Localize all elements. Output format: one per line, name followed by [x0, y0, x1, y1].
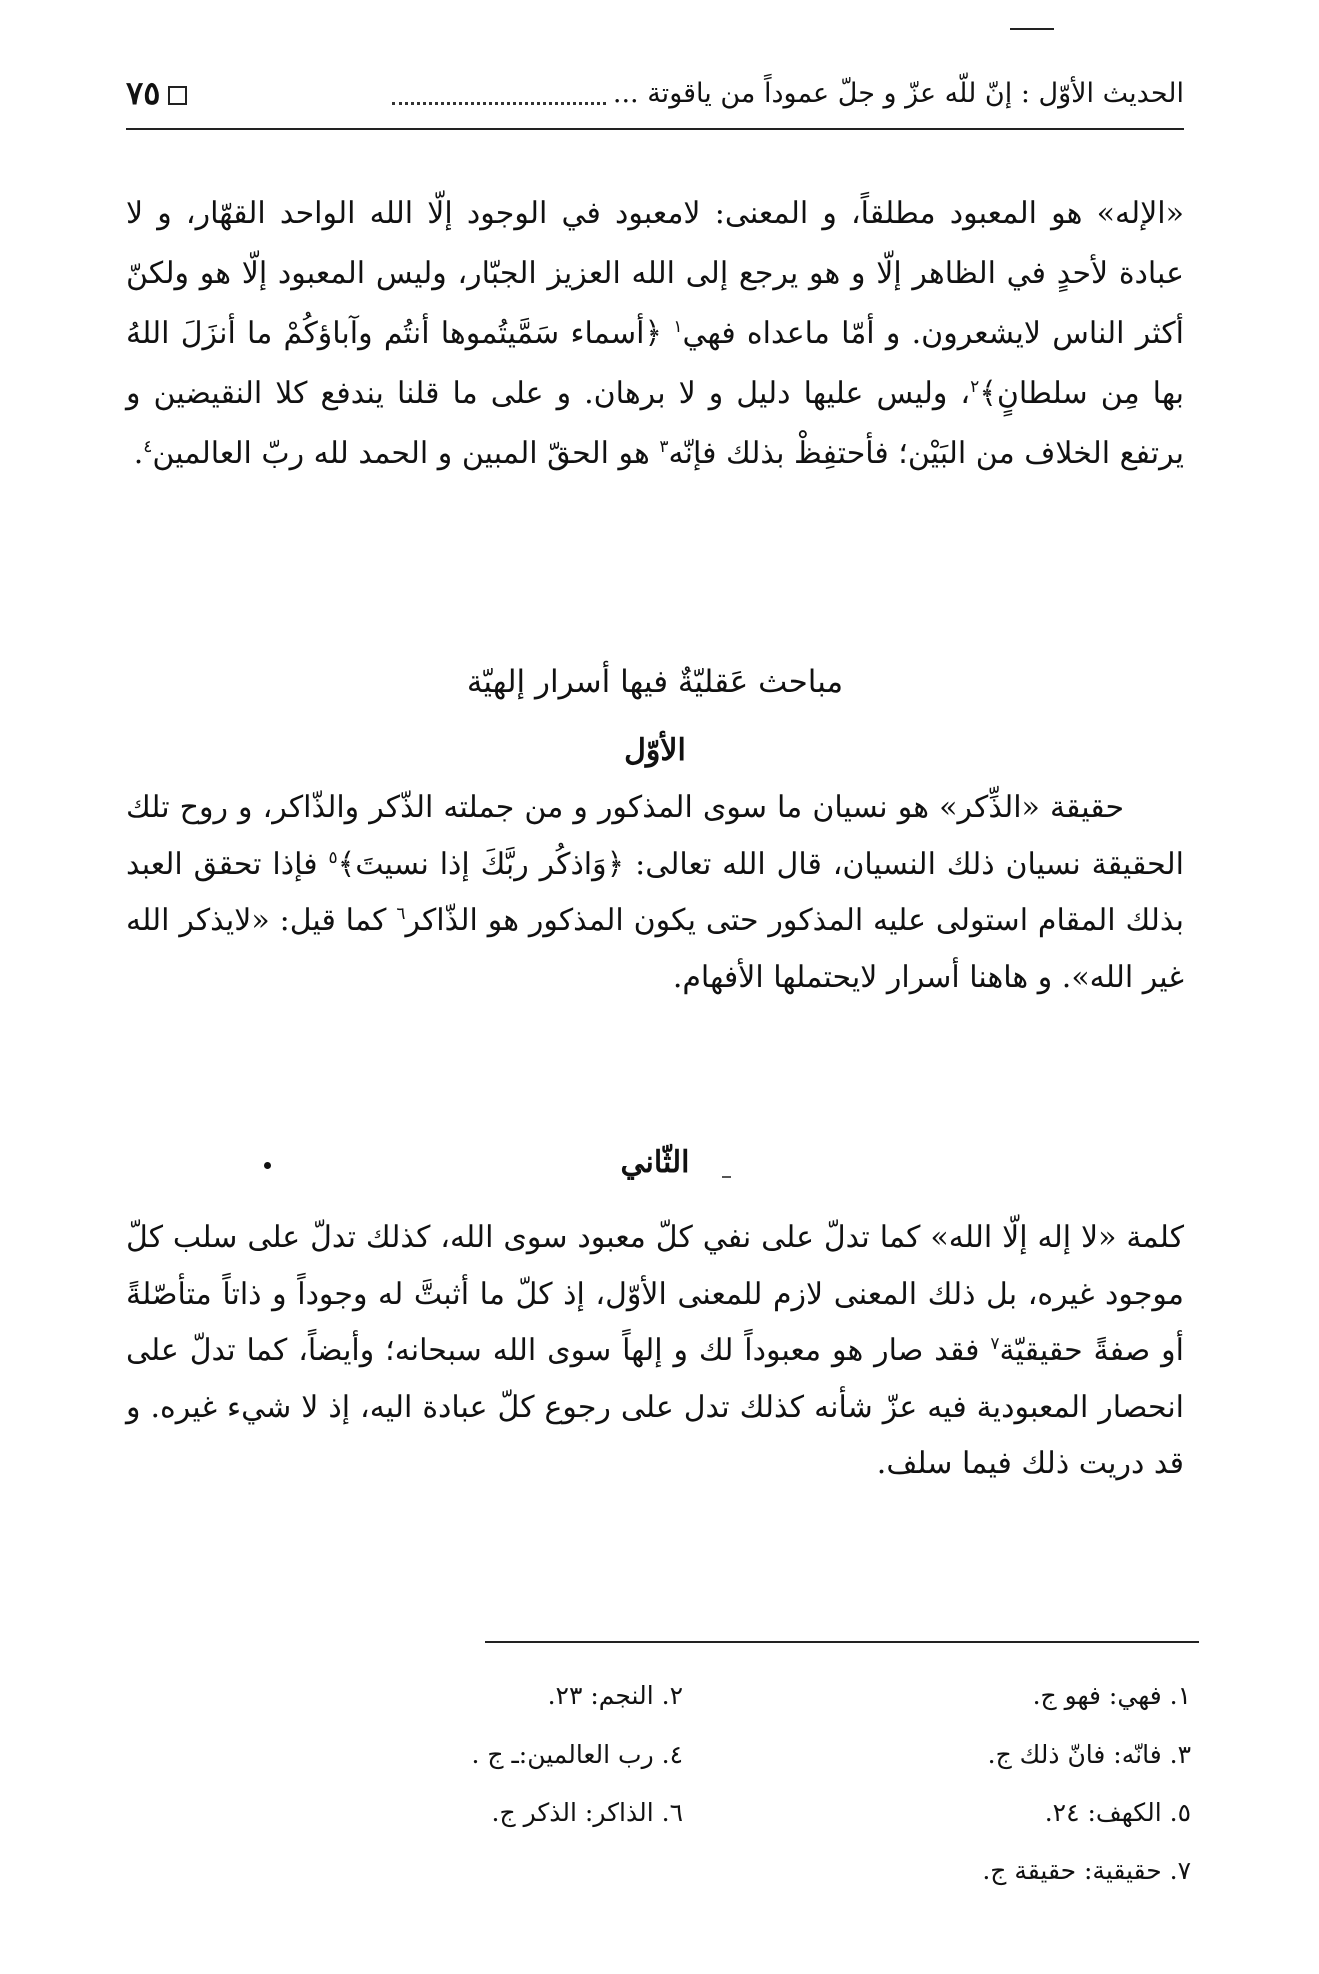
- para2-text-3: كما قيل: «لايذكر الله غير الله». و هاهنا أسرار لايحتملها الأفهام.: [126, 903, 1184, 995]
- footnote-ref-7: ٧: [990, 1334, 1000, 1354]
- section-title: مباحث عَقليّةٌ فيها أسرار إلهيّة: [466, 664, 844, 700]
- top-mark: [1010, 28, 1054, 30]
- footnote-rule: [485, 1641, 1199, 1643]
- para1-text-3: هو الحقّ المبين و الحمد لله ربّ العالمين: [152, 436, 660, 471]
- footnote-5: ٥. الكهف: ٢٤.: [1044, 1798, 1191, 1827]
- subheading-first: الأوّل: [624, 733, 686, 768]
- para1-quran-quote: ﴿أسماء سَمَّيتُموها أنتُم وآباؤكُمْ ما أنزَلَ اللهُ بها مِن سلطانٍ﴾: [126, 316, 1184, 411]
- footnote-ref-1: ١: [673, 317, 683, 337]
- running-header: [126, 72, 1184, 130]
- footnote-4: ٤. رب العالمين:ـ ج .: [471, 1740, 683, 1769]
- footnote-ref-2: ٢: [970, 377, 980, 397]
- para3-text-2: فقد صار هو معبوداً لك و إلهاً سوى الله سبحانه؛ وأيضاً، كما تدلّ على انحصار المعبودية فيه عزّ شأنه كذلك تدل على رجوع كلّ عبادة اليه، إذ لا شيء غيره. و قد دريت ذلك فيما سلف.: [126, 1333, 1184, 1481]
- paragraph-ilah: [126, 184, 1184, 484]
- header-leader-dots: [392, 102, 606, 105]
- subheading-second: الثّاني: [620, 1145, 690, 1180]
- footnote-ref-3: ٣: [659, 437, 669, 457]
- para1-text-1: «الإله» هو المعبود مطلقاً، و المعنى: لامعبود في الوجود إلّا الله الواحد القهّار، و لا عبادة لأحدٍ في الظاهر إلّا و هو يرجع إلى الله العزيز الجبّار، وليس المعبود إلّا هو ولكنّ أكثر الناس لايشعرون. و أمّا ماعداه فهي: [126, 196, 1184, 351]
- footnote-1: ١. فهي: فهو ج.: [1032, 1681, 1191, 1710]
- page-number: ٧٥: [126, 74, 161, 112]
- footnote-ref-6: ٦: [396, 904, 406, 924]
- para2-text-2: فإذا تحقق العبد بذلك المقام استولى عليه المذكور حتى يكون المذكور هو الذّاكر: [126, 846, 1184, 938]
- footnote-2: ٢. النجم: ٢٣.: [547, 1681, 683, 1710]
- footnote-3: ٣. فانّه: فانّ ذلك ج.: [987, 1740, 1191, 1769]
- paragraph-second: [126, 1210, 1184, 1493]
- footnote-ref-5: ٥: [328, 847, 338, 868]
- para2-text-1: حقيقة «الذِّكر» هو نسيان ما سوى المذكور و من جملته الذّكر والذّاكر، و روح تلك الحقيقة نسيان ذلك النسيان، قال الله تعالى: ﴿وَاذكُر ربَّكَ إذا نسيتَ﴾: [126, 790, 1184, 882]
- footnote-6: ٦. الذاكر: الذكر ج.: [491, 1798, 683, 1827]
- para3-text-1: كلمة «لا إله إلّا الله» كما تدلّ على نفي كلّ معبود سوى الله، كذلك تدلّ على سلب كلّ موجود غيره، بل ذلك المعنى لازم للمعنى الأوّل، إذ كلّ ما أثبتَّ له وجوداً و ذاتاً متأصّلةً أو صفةً حقيقيّة: [126, 1220, 1184, 1368]
- page-number-block: [126, 74, 187, 112]
- footnote-ref-4: ٤: [143, 437, 153, 457]
- para1-text-2: ، وليس عليها دليل و لا برهان. و على ما قلنا يندفع كلا النقيضين و يرتفع الخلاف من البَيْن؛ فأحتفِظْ بذلك فإنّه: [126, 376, 1184, 471]
- footnote-7: ٧. حقيقية: حقيقة ج.: [982, 1856, 1191, 1885]
- running-title: الحديث الأوّل : إنّ للّه عزّ و جلّ عموداً من ياقوتة ...: [612, 78, 1184, 109]
- square-icon: [168, 86, 187, 105]
- paragraph-first: [126, 780, 1184, 1006]
- para1-text-4: .: [133, 436, 144, 471]
